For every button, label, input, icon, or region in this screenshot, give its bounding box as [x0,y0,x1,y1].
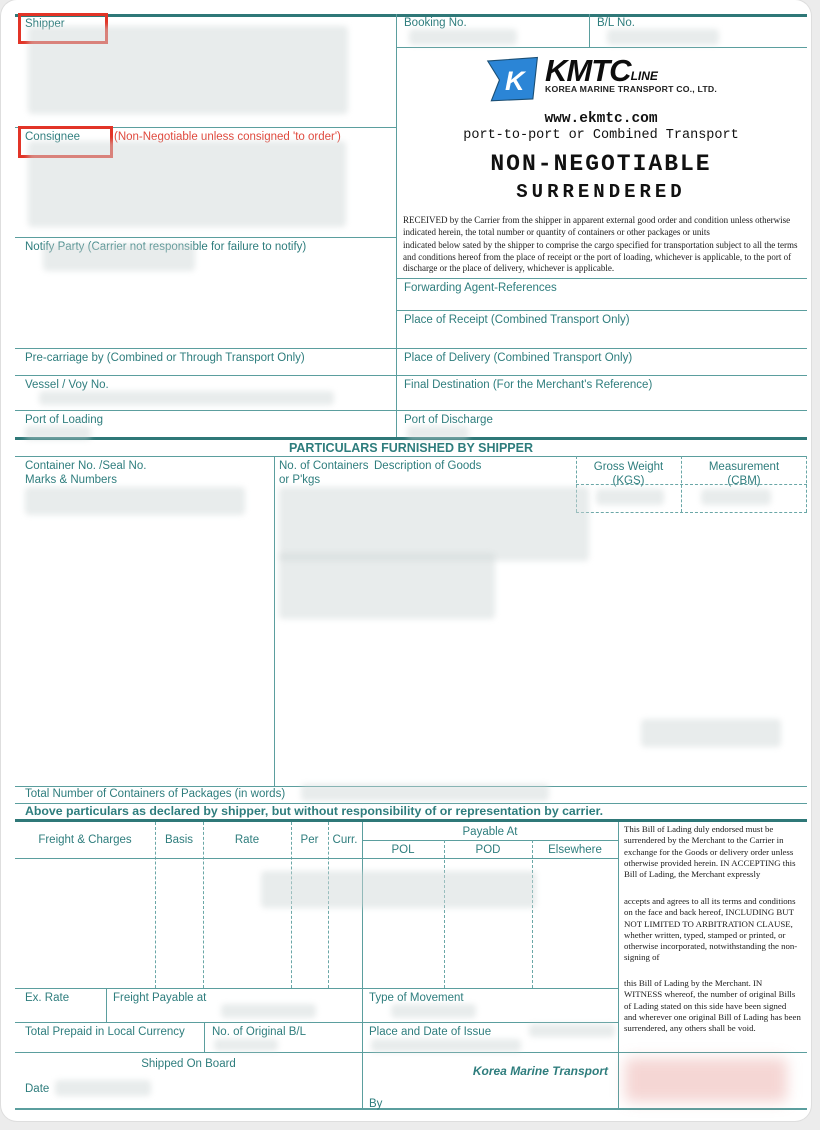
terms-paragraph-2: accepts and agrees to all its terms and conditions on the face and back hereof, INCLUDING BUT NOT LIMITED TO ARBITRATION CLAUSE, whether written, typed, stamped or printed, or otherwise incorporated, notwithstanding the non-signing of [624,896,798,963]
shipped-on-board-label: Shipped On Board [141,1058,236,1070]
curr-header: Curr. [332,834,358,846]
port-of-discharge-label: Port of Discharge [404,414,493,426]
final-destination-label: Final Destination (For the Merchant's Reference) [404,379,653,391]
port-discharge-redacted-value [407,426,469,440]
terms-paragraph-3: this Bill of Lading by the Merchant. IN WITNESS whereof, the number of original Bills of Lading stated on this side have been signed and wherever one original Bill of Lading has been surrendered, any others shall be void. [624,978,801,1034]
rate-header: Rate [234,834,260,846]
bl-no-label: B/L No. [597,17,635,29]
form-bottom-border [15,1108,807,1110]
shipper-label: Shipper [25,18,65,30]
particulars-disclaimer: Above particulars as declared by shipper, but without responsibility of or representation by carrier. [25,804,604,818]
freight-header-underline [15,858,618,859]
forwarding-top-line [396,278,807,279]
bl-no-redacted-value [607,29,719,45]
booking-row-underline [396,47,807,48]
basis-header: Basis [164,834,194,846]
gross-weight-redacted-value [596,489,664,505]
place-of-receipt-label: Place of Receipt (Combined Transport Only) [404,314,630,326]
brand-suffix: LINE [630,69,658,83]
movement-redacted-value [391,1004,476,1018]
top-center-divider [396,14,397,440]
transport-mode-text: port-to-port or Combined Transport [463,128,739,143]
received-clause-p2: indicated below sated by the shipper to comprise the cargo specified for transportation subject to all the terms and conditions hereof from the place of receipt or the port of loading, whichever is applicable, to the port of discharge or the place of delivery, whichever is applicable. [403,240,798,273]
elsewhere-header: Elsewhere [548,844,602,856]
place-of-delivery-label: Place of Delivery (Combined Transport Only) [404,352,633,364]
terms-paragraph-1: This Bill of Lading duly endorsed must be surrendered by the Merchant to the Carrier in exchange for the Goods or delivery order unless otherwise provided herein. IN ACCEPTING this Bill of Lading, the Merchant expressly [624,824,796,880]
gross-weight-header-l2: (KGS) [612,475,645,487]
port-of-loading-label: Port of Loading [25,414,104,426]
gross-weight-header-l1: Gross Weight [593,461,664,473]
consignee-note: (Non-Negotiable unless consigned 'to order') [114,131,341,143]
total-containers-label: Total Number of Containers of Packages (in words) [25,788,286,800]
count-col-header-l1: No. of Containers [279,460,369,472]
carrier-signature-text: Korea Marine Transport [472,1064,608,1078]
precarriage-top-line [15,348,807,349]
total-prepaid-label: Total Prepaid in Local Currency [25,1026,185,1038]
total-containers-redacted-value [301,784,549,801]
description-redacted-value-2 [279,553,495,619]
pol-header: POL [391,844,415,856]
terms-column-divider [618,822,619,1108]
pod-elsewhere-dash [532,840,533,988]
notify-redacted-value [43,244,195,271]
pol-pod-dash [444,840,445,988]
company-name: KOREA MARINE TRANSPORT CO., LTD. [545,84,717,94]
prepaid-top-line [15,1022,618,1023]
marks-redacted-value [25,487,245,515]
exrate-divider [106,988,107,1022]
type-of-movement-label: Type of Movement [369,992,464,1004]
particulars-title: PARTICULARS FURNISHED BY SHIPPER [288,441,533,455]
vessel-redacted-value [39,391,334,405]
port-loading-redacted-value [25,426,91,440]
payable-at-header: Payable At [462,826,518,838]
measurement-header-l1: Measurement [708,461,780,473]
shipped-top-line [15,1052,807,1053]
carrier-logo-block [401,53,801,143]
non-negotiable-status: NON-NEGOTIABLE [490,151,712,177]
issue-redacted-value-2 [371,1039,521,1052]
issue-redacted-value-1 [529,1024,615,1037]
svg-text:K: K [505,64,525,96]
per-header: Per [300,834,319,846]
brand-wordmark: KMTC [545,53,631,88]
right-redacted-value [641,719,781,747]
container-col-header-l2: Marks & Numbers [25,474,118,486]
disclaimer-bottom-bar [15,819,807,822]
consignee-label: Consignee [25,131,80,143]
shipper-redacted-value [28,26,348,114]
ex-rate-label: Ex. Rate [25,992,70,1004]
vessel-top-line [15,375,807,376]
weight-box-bottom-dash [576,512,807,513]
date-label: Date [25,1083,50,1095]
notify-party-label: Notify Party (Carrier not responsible for failure to notify) [25,241,307,253]
original-bl-divider [204,1022,205,1052]
carrier-stamp-redacted [625,1058,787,1102]
original-bl-redacted-value [214,1039,278,1051]
freight-payable-redacted-value [221,1004,316,1018]
particulars-column-divider [274,456,275,786]
freight-redacted-value [261,871,536,908]
particulars-title-underline [15,456,807,457]
freight-payable-at-label: Freight Payable at [113,992,207,1004]
document-page [1,0,811,1121]
port-top-line [15,410,807,411]
booking-no-redacted-value [409,29,517,45]
receipt-top-line [396,310,807,311]
measurement-header-l2: (CBM) [727,475,761,487]
count-col-header-l2: or P'kgs [279,474,321,486]
freight-charges-header: Freight & Charges [38,834,132,846]
payable-at-underline [362,840,618,841]
place-date-issue-label: Place and Date of Issue [369,1026,492,1038]
description-redacted-value-1 [279,487,589,561]
container-col-header-l1: Container No. /Seal No. [25,460,147,472]
booking-bl-divider [589,14,590,47]
forwarding-agent-label: Forwarding Agent-References [404,282,557,294]
date-redacted-value [55,1080,151,1096]
booking-no-label: Booking No. [404,17,467,29]
no-original-bl-label: No. of Original B/L [212,1026,306,1038]
received-clause-p1: RECEIVED by the Carrier from the shipper in apparent external good order and condition unless otherwise indicated herein, the total number or quantity of containers or other packages or units [403,215,791,237]
by-label: By [369,1098,383,1110]
pod-header: POD [475,844,501,856]
measurement-redacted-value [701,489,771,505]
kmtc-flag-icon [485,56,541,109]
vessel-voyage-label: Vessel / Voy No. [25,379,109,391]
precarriage-label: Pre-carriage by (Combined or Through Transport Only) [25,352,305,364]
notify-top-line [15,237,396,238]
description-col-header: Description of Goods [374,460,482,472]
website-text: www.ekmtc.com [544,111,658,127]
consignee-redacted-value [28,141,346,227]
surrendered-status: SURRENDERED [516,181,686,203]
